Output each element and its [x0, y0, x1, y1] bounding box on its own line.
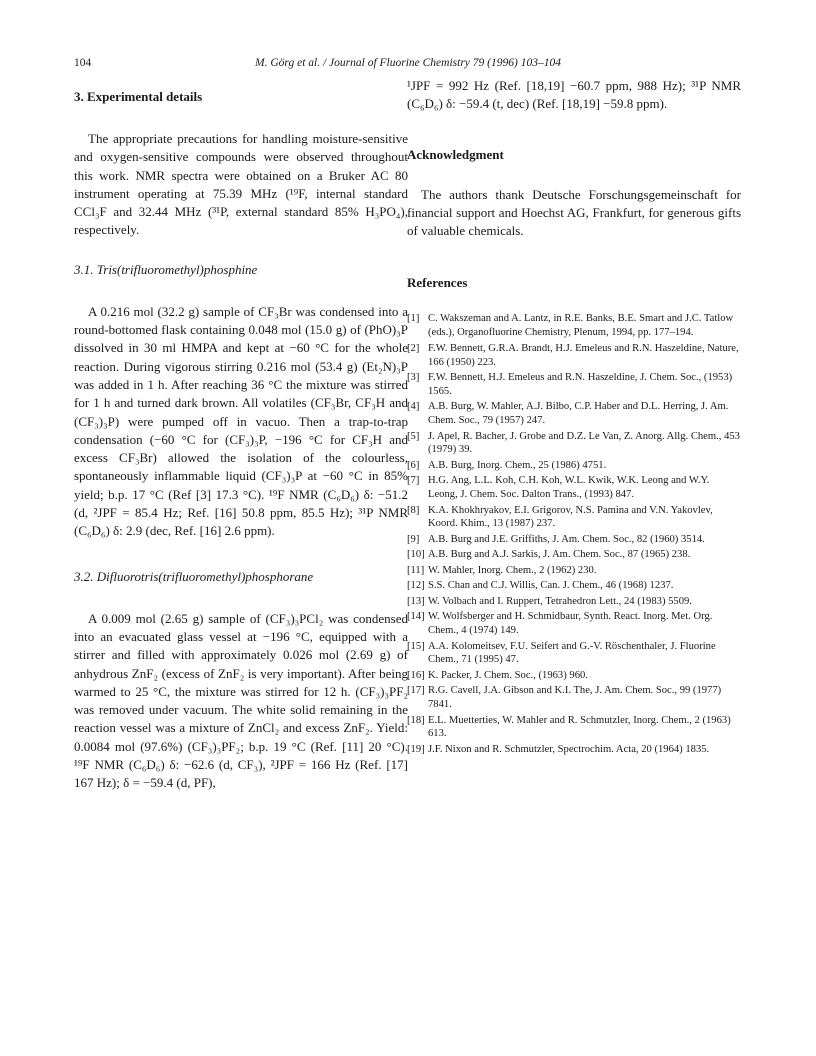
reference-number: [16]	[407, 669, 425, 681]
reference-text: F.W. Bennett, G.R.A. Brandt, H.J. Emeleus and R.N. Haszeldine, Nature, 166 (1950) 223.	[428, 342, 739, 368]
experimental-continued: ¹JPF = 992 Hz (Ref. [18,19] −60.7 ppm, 988 Hz); ³¹P NMR (C₆D₆) δ: −59.4 (t, dec) (Ref. [18,19] −59.8 ppm).	[407, 78, 741, 112]
reference-number: [5]	[407, 430, 420, 442]
reference-text: A.B. Burg, W. Mahler, A.J. Bilbo, C.P. Haber and D.L. Herring, J. Am. Chem. Soc., 79 (1957) 247.	[428, 401, 729, 427]
subsection-text-tris: A 0.216 mol (32.2 g) sample of CF₃Br was condensed into a round-bottomed flask containing 0.048 mol (15.0 g) of (PhO)₃P dissolved in 30 ml HMPA and kept at −60 °C for the whole reaction. During vigorous stirring 0.216 mol (53.4 g) (Et₂N)₃P was added in 1 h. After reaching 36 °C the mixture was stirred for 1 h and turned dark brown. All volatiles (CF₃Br, CF₃H and (CF₃)₃P) were pumped off in vacuo. Then a trap-to-trap condensation (−60 °C for (CF₃)₃P, −196 °C for CF₃H and excess CF₃Br) allowed the isolation of the colourless, spontaneously inflammable liquid (CF₃)₃P at −60 °C in 85% yield; b.p. 17 °C (Ref [3] 17.3 °C). ¹⁹F NMR (C₆D₆) δ: −51.2 (d, ²JPF = 85.4 Hz; Ref. [16] 50.8 ppm, 85.5 Hz); ³¹P NMR (C₆D₆) δ: 2.9 (dec, Ref. [16] 2.6 ppm).	[74, 303, 408, 539]
reference-text: A.B. Burg and A.J. Sarkis, J. Am. Chem. Soc., 87 (1965) 238.	[428, 549, 691, 561]
reference-item	[407, 579, 741, 593]
reference-text: W. Wolfsberger and H. Schmidbaur, Synth. React. Inorg. Met. Org. Chem., 4 (1974) 149.	[428, 611, 713, 637]
reference-item	[407, 504, 741, 532]
reference-number: [17]	[407, 685, 425, 697]
subsection-heading-difluoro: 3.2. Difluorotris(trifluoromethyl)phosphorane	[74, 568, 314, 584]
reference-item	[407, 400, 741, 428]
running-title: M. Görg et al. / Journal of Fluorine Chemistry 79 (1996) 103–104	[255, 57, 561, 69]
reference-item	[407, 610, 741, 638]
reference-item	[407, 533, 741, 547]
reference-item	[407, 474, 741, 502]
reference-number: [3]	[407, 372, 420, 384]
reference-item	[407, 669, 741, 683]
reference-text: J. Apel, R. Bacher, J. Grobe and D.Z. Le Van, Z. Anorg. Allg. Chem., 453 (1979) 39.	[428, 430, 740, 456]
reference-item	[407, 430, 741, 458]
reference-number: [19]	[407, 743, 425, 755]
reference-text: K.A. Khokhryakov, E.I. Grigorov, N.S. Pamina and V.N. Yakovlev, Koord. Khim., 13 (1987) 237.	[428, 504, 713, 530]
reference-number: [12]	[407, 580, 425, 592]
reference-item	[407, 371, 741, 399]
reference-item	[407, 684, 741, 712]
reference-number: [7]	[407, 475, 420, 487]
reference-item	[407, 714, 741, 742]
reference-number: [18]	[407, 714, 425, 726]
subsection-heading-tris: 3.1. Tris(trifluoromethyl)phosphine	[74, 261, 258, 277]
references-heading: References	[407, 275, 468, 291]
reference-number: [4]	[407, 401, 420, 413]
page-number: 104	[74, 57, 92, 69]
reference-item	[407, 743, 741, 757]
reference-text: F.W. Bennett, H.J. Emeleus and R.N. Haszeldine, J. Chem. Soc., (1953) 1565.	[428, 372, 733, 397]
reference-number: [9]	[407, 533, 420, 545]
reference-text: A.A. Kolomeitsev, F.U. Seifert and G.-V. Röschenthaler, J. Fluorine Chem., 71 (1995) 47.	[428, 640, 716, 666]
reference-item	[407, 548, 741, 562]
reference-text: K. Packer, J. Chem. Soc., (1963) 960.	[428, 669, 588, 681]
reference-text: R.G. Cavell, J.A. Gibson and K.I. The, J. Am. Chem. Soc., 99 (1977) 7841.	[428, 685, 722, 711]
reference-number: [10]	[407, 549, 425, 561]
reference-text: E.L. Muetterties, W. Mahler and R. Schmutzler, Inorg. Chem., 2 (1963) 613.	[428, 714, 731, 740]
page-header	[0, 57, 816, 71]
reference-item	[407, 640, 741, 668]
reference-text: H.G. Ang, L.L. Koh, C.H. Koh, W.L. Kwik, W.K. Leong and W.Y. Leong, J. Chem. Soc. Dalton Trans., (1993) 847.	[428, 475, 710, 501]
reference-item	[407, 342, 741, 370]
reference-item	[407, 595, 741, 609]
reference-number: [15]	[407, 640, 425, 652]
reference-number: [1]	[407, 313, 420, 325]
reference-number: [13]	[407, 595, 425, 607]
acknowledgment-text: The authors thank Deutsche Forschungsgemeinschaft for financial support and Hoechst AG, Frankfurt, for generous gifts of valuable chemicals.	[407, 186, 741, 239]
experimental-heading: 3. Experimental details	[74, 89, 203, 104]
reference-number: [8]	[407, 504, 420, 516]
reference-number: [6]	[407, 459, 420, 471]
reference-text: A.B. Burg and J.E. Griffiths, J. Am. Chem. Soc., 82 (1960) 3514.	[428, 533, 705, 545]
left-column	[74, 88, 408, 793]
reference-item	[407, 459, 741, 473]
right-column	[407, 78, 741, 758]
reference-number: [14]	[407, 611, 425, 623]
reference-number: [11]	[407, 564, 425, 576]
experimental-intro: The appropriate precautions for handling moisture-sensitive and oxygen-sensitive compounds were observed throughout this work. NMR spectra were obtained on a Bruker AC 80 instrument operating at 75.39 MHz (¹⁹F, internal standard CCl₃F and 32.44 MHz (³¹P, external standard 85% H₃PO₄), respectively.	[74, 131, 408, 238]
reference-item	[407, 564, 741, 578]
reference-number: [2]	[407, 342, 420, 354]
reference-text: W. Mahler, Inorg. Chem., 2 (1962) 230.	[428, 564, 597, 576]
acknowledgment-heading: Acknowledgment	[407, 146, 504, 162]
reference-text: W. Volbach and I. Ruppert, Tetrahedron Lett., 24 (1983) 5509.	[428, 595, 692, 607]
reference-item	[407, 312, 741, 340]
reference-text: A.B. Burg, Inorg. Chem., 25 (1986) 4751.	[428, 459, 607, 471]
subsection-text-difluoro: A 0.009 mol (2.65 g) sample of (CF₃)₃PCl₂ was condensed into an evacuated glass vessel at −196 °C, equipped with a stirrer and filled with approximately 0.026 mol (2.69 g) of anhydrous ZnF₂ (excess of ZnF₂ is very important). After being warmed to 25 °C, the mixture was stirred for 12 h. (CF₃)₃PF₂ was removed under vacuum. The white solid remaining in the reaction vessel was a mixture of ZnCl₂ and excess ZnF₂. Yield: 0.0084 mol (97.6%) (CF₃)₃PF₂; b.p. 19 °C (Ref. [11] 20 °C). ¹⁹F NMR (C₆D₆) δ: −62.6 (d, CF₃), ²JPF = 166 Hz (Ref. [17] 167 Hz); δ = −59.4 (d, PF),	[74, 610, 408, 791]
reference-text: C. Wakszeman and A. Lantz, in R.E. Banks, B.E. Smart and J.C. Tatlow (eds.), Organofluorine Chemistry, Plenum, 1994, pp. 177–194.	[428, 313, 734, 339]
reference-text: S.S. Chan and C.J. Willis, Can. J. Chem., 46 (1968) 1237.	[428, 580, 674, 592]
reference-text: J.F. Nixon and R. Schmutzler, Spectrochim. Acta, 20 (1964) 1835.	[428, 743, 710, 755]
reference-list	[407, 312, 741, 756]
